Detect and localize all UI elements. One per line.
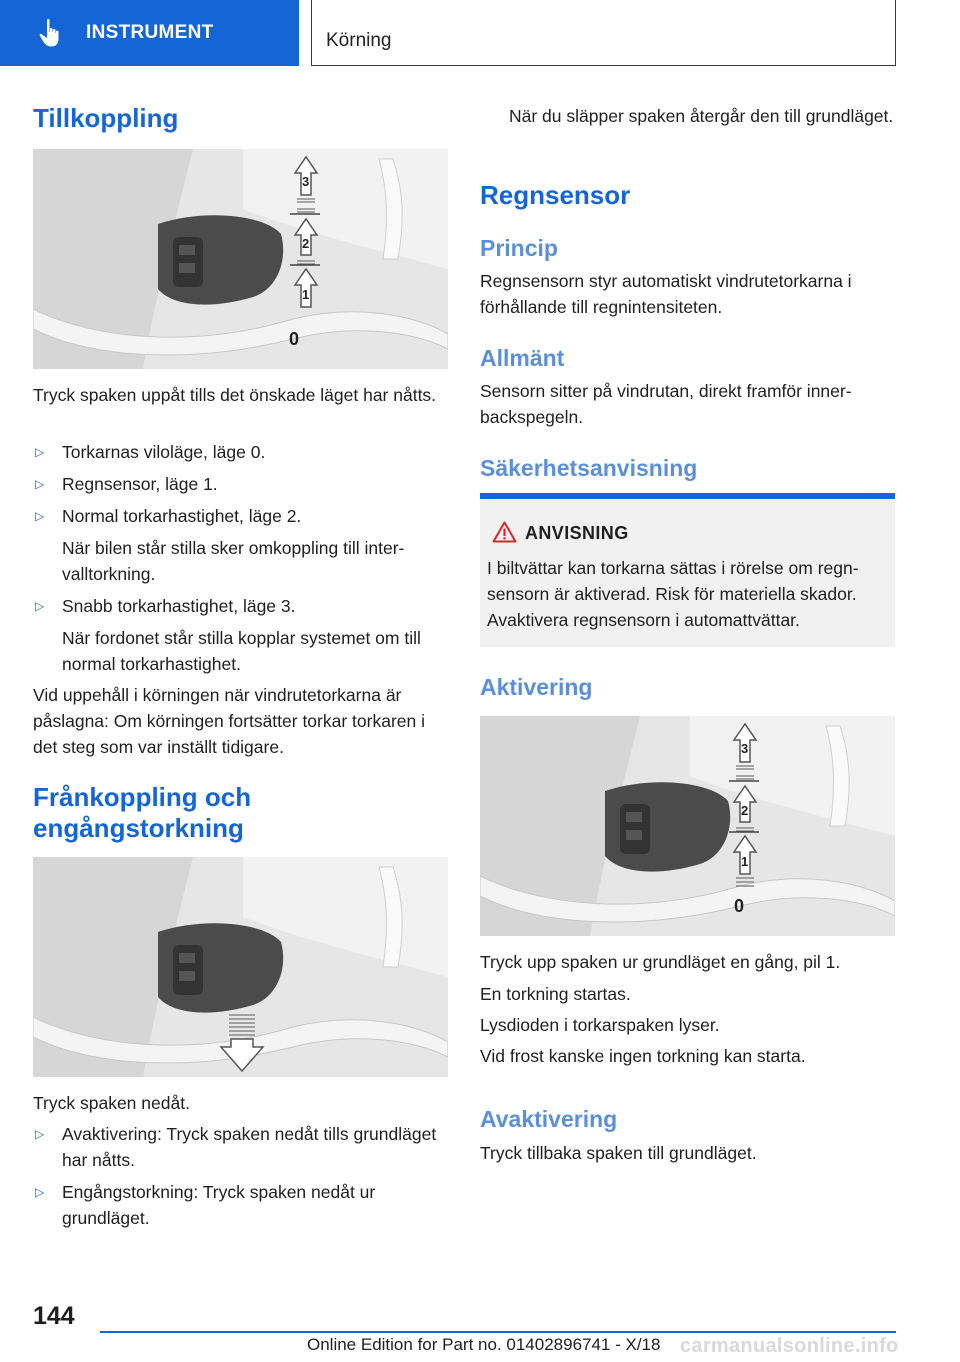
list-item: ▷ Engångstorkning: Tryck spaken nedåt ur grundläget. [33,1179,448,1231]
heading-sakerhetsanvisning: Säkerhetsanvisning [480,455,698,481]
page-header [0,0,960,66]
list-item: ▷ Regnsensor, läge 1. [33,471,448,497]
triangle-bullet-icon: ▷ [35,477,45,491]
wiper-lever-activation-illustration [480,716,895,936]
wiper-lever-down-illustration [33,857,448,1077]
paragraph-tryck-upp: Tryck spaken uppåt tills det önskade läget har nåtts. [33,385,437,405]
triangle-bullet-icon: ▷ [35,509,45,523]
position-0-label: 0 [289,329,300,349]
paragraph-aktivering-2: En torkning startas. [480,984,631,1004]
triangle-bullet-icon: ▷ [35,445,45,459]
paragraph-aktivering-4: Vid frost kanske ingen torkning kan starta. [480,1046,806,1066]
paragraph-uppehall: Vid uppehåll i körningen när vindrutetorkarna är påslagna: Om körningen fortsätter torkar torkaren i det steg som var inställt tidigare. [33,685,425,757]
paragraph-avaktivering: Tryck tillbaka spaken till grundläget. [480,1143,757,1163]
heading-allmant: Allmänt [480,345,565,371]
position-3-label: 3 [741,741,749,756]
paragraph-princip: Regnsensorn styr automatiskt vindrutetorkarna i förhållande till regnintensiteten. [480,271,852,317]
paragraph-aktivering-3: Lysdioden i torkarspaken lyser. [480,1015,720,1035]
chapter-title: Körning [326,30,392,51]
list-item: ▷ Normal torkarhastighet, läge 2. När bilen står stilla sker omkoppling till intervalltorkning. [33,503,448,587]
list-positions-up [33,439,448,677]
list-item: ▷ Snabb torkarhastighet, läge 3. När fordonet står stilla kopplar systemet om till normal torkarhastighet. [33,593,448,677]
triangle-bullet-icon: ▷ [35,599,45,613]
heading-princip: Princip [480,235,558,261]
heading-tillkoppling: Tillkoppling [33,103,179,133]
paragraph-slapper: När du släpper spaken återgår den till grundläget. [509,106,894,126]
page-number: 144 [33,1302,75,1330]
paragraph-allmant: Sensorn sitter på vindrutan, direkt framför innerbackspegeln. [480,381,852,427]
list-positions-down [33,1121,448,1231]
wiper-lever-up-illustration [33,149,448,369]
position-3-label: 3 [302,174,310,189]
triangle-bullet-icon: ▷ [35,1127,45,1141]
position-1-label: 1 [302,287,310,302]
paragraph-tryck-ned: Tryck spaken nedåt. [33,1093,190,1113]
section-title: INSTRUMENT [86,22,214,43]
footer-divider [100,1331,896,1333]
safety-note-box [480,493,895,647]
position-0-label: 0 [734,896,745,916]
chapter-box [311,0,896,66]
warning-triangle-icon [492,521,517,543]
section-tab[interactable] [0,0,299,66]
note-title: ANVISNING [525,523,629,543]
triangle-bullet-icon: ▷ [35,1185,45,1199]
heading-aktivering: Aktivering [480,674,593,700]
note-body: I biltvättar kan torkarna sättas i rörelse om regnsensorn är aktiverad. Risk för materiella skador. Avaktivera regnsensorn i automattvättar. [487,558,859,630]
heading-frankoppling: Frånkoppling och engångstorkning [33,782,252,843]
paragraph-aktivering-1: Tryck upp spaken ur grundläget en gång, pil 1. [480,952,841,972]
footer-edition: Online Edition for Part no. 01402896741 - X/18 [307,1335,661,1354]
list-item: ▷ Torkarnas viloläge, läge 0. [33,439,448,465]
heading-avaktivering: Avaktivering [480,1106,618,1132]
position-2-label: 2 [302,236,310,251]
hand-pointer-icon [38,18,64,48]
position-1-label: 1 [741,854,749,869]
position-2-label: 2 [741,803,749,818]
list-item: ▷ Avaktivering: Tryck spaken nedåt tills grundläget har nåtts. [33,1121,448,1173]
watermark: carmanualsonline.info [680,1335,899,1357]
heading-regnsensor: Regnsensor [480,180,631,210]
